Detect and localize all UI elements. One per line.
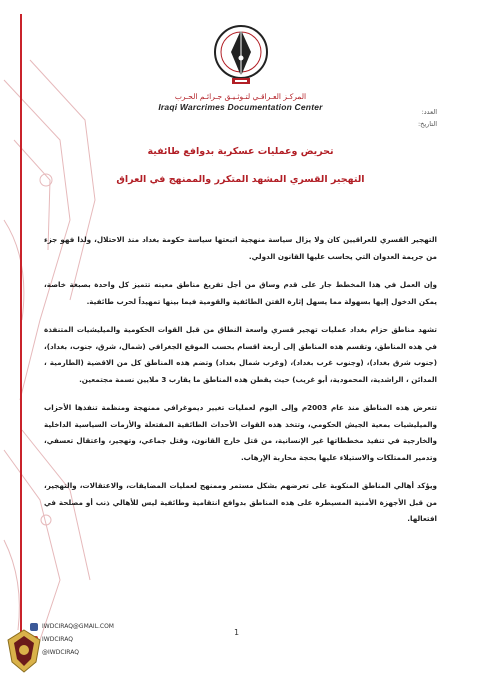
organization-logo-icon bbox=[206, 20, 276, 88]
paragraph: ويؤكد أهالي المناطق المنكوبة على تعرضهم بشكل مستمر وممنهج لعمليات المضايقات، والاعتقالات، والتهجير، من قبل الأجهزة الأمنية المسيطرة على هذه المناطق بدوافع انتقامية وطائفية ليس للأهالي ذنب أو مصلحة في افتعالها. bbox=[44, 481, 437, 523]
social-handle: @IWDCIRAQ bbox=[42, 649, 79, 656]
document-subtitle: التهجير القسري المشهد المتكرر والممنهج في العراق bbox=[116, 174, 365, 185]
letterhead bbox=[0, 20, 481, 112]
paragraph: التهجير القسري للعراقيين كان ولا يزال سياسة منهجية اتبعتها سياسة حكومة بغداد منذ الاحتلال، ولذا فهو جزء من جريمة العدوان التي يحاسب عليها القانون الدولي. bbox=[44, 235, 437, 261]
social-handle: IWDCIRAQ@GMAIL.COM bbox=[42, 623, 114, 630]
number-label: العدد: bbox=[421, 108, 437, 116]
social-handle: IWDCIRAQ bbox=[42, 636, 73, 643]
paragraph: تتعرض هذه المناطق منذ عام 2003م وإلى اليوم لعمليات تغيير ديموغرافي ممنهجة ومنظمة تنفذها الأحزاب والميليشيات بمعية الجيش الحكومي، وتتخذ هذه القوات الأحداث الطائفية المفتعلة والأزمات السياسية الداخلية والخارجية في تنفيذ مخططاتها غير الإنسانية، من قتل خارج القانون، وقتل جماعي، وتهجير، واعتقال تعسفي، وتدمير الممتلكات والاستيلاء عليها بحجة محاربة الإرهاب. bbox=[44, 403, 437, 462]
document-body bbox=[44, 232, 437, 540]
page-number: 1 bbox=[234, 628, 240, 637]
document-title: تحريض وعمليات عسكرية بدوافع طائفية bbox=[147, 146, 334, 157]
organization-name-english: Iraqi Warcrimes Documentation Center bbox=[158, 102, 323, 112]
paragraph: وإن العمل في هذا المخطط جار على قدم وساق من أجل تفريغ مناطق معينه تتميز كل واحدة بصبغة خاصة، يمكن الدخول إليها بسهولة مما يسهل إثارة الفتن الطائفية والقومية فيما بينها تمهيداً لحرب طائفية. bbox=[44, 280, 437, 306]
date-label: التاريخ: bbox=[417, 120, 437, 128]
organization-name-arabic: المركـز العـراقـي لتـوثـيـق جـرائـم الحـرب bbox=[174, 92, 307, 101]
forum-badge-logo-icon bbox=[4, 628, 44, 676]
document-meta bbox=[317, 106, 437, 130]
paragraph: تشهد مناطق حزام بغداد عمليات تهجير قسري واسعة النطاق من قبل القوات الحكومية والميليشيات المتنفذة في هذه المناطق، وتقسم هذه المناطق إلى أربعة اقسام بحسب الموقع الجغرافي (شمال، شرق، جنوب، بغداد)، (جنوب شرق بغداد)، (وجنوب غرب بغداد)، (وغرب شمال بغداد) وتضم هذه المناطق كل من الاقضية (الطارمية ، المدائن ، الراشدية، المحمودية، أبو غريب) حيث يقطن هذه المناطق ما يقارب 3 ملايين نسمة مجتمعين. bbox=[44, 325, 437, 384]
